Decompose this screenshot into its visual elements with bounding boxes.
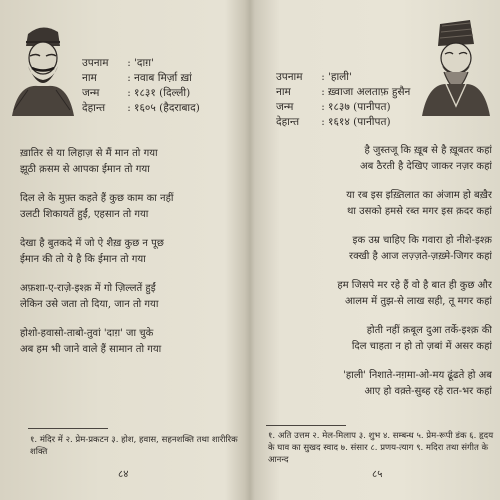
couplet xyxy=(278,233,492,265)
couplet xyxy=(20,236,242,268)
couplet xyxy=(278,368,492,400)
verse-line: देखा है बुतकदे में जो ऐ शैख़ कुछ न पूछ xyxy=(20,238,164,249)
birth-row: जन्म : १८३१ (दिल्ली) xyxy=(82,87,191,99)
page-number: ८४ xyxy=(118,469,129,480)
footnote: १. मंदिर में २. प्रेम-प्रकटन ३. होश, हवास, सहनशक्ति तथा शारीरिक शक्ति xyxy=(30,435,238,457)
couplet xyxy=(20,146,242,178)
left-page xyxy=(0,0,248,500)
verse-line: 'हाली' निशाते-नग़मा-ओ-मय ढूंढते हो अब xyxy=(343,370,492,381)
verse-line: उलटी शिकायतें हुईं, एहसान तो गया xyxy=(20,209,149,220)
verse-line: था उसको हमसे रब्त मगर इस क़दर कहां xyxy=(346,206,492,217)
verse-line: होती नहीं क़बूल दुआ तर्के-इश्क़ की xyxy=(366,325,492,336)
verse-line: दिल चाहता न हो तो ज़बां में असर कहां xyxy=(351,341,492,352)
page-number: ८५ xyxy=(372,469,383,480)
verse-line: है जुस्तजू कि ख़ूब से है ख़ूबतर कहां xyxy=(364,145,492,156)
name-row: नाम : नवाब मिर्ज़ा ख़ां xyxy=(82,72,192,84)
couplet xyxy=(278,188,492,220)
birth-row: जन्म : १८३७ (पानीपत) xyxy=(276,101,391,113)
couplet xyxy=(278,323,492,355)
footnote-divider xyxy=(28,428,108,429)
pen-name-row: उपनाम : 'हाली' xyxy=(276,71,352,83)
footnote-divider xyxy=(266,425,346,426)
verse-line: दिल ले के मुफ़्त कहते हैं कुछ काम का नहीं xyxy=(20,193,174,204)
death-row: देहान्त : १६०५ (हैदराबाद) xyxy=(82,102,200,114)
pen-name-row: उपनाम : 'दाग़' xyxy=(82,57,154,69)
verse-line: लेकिन उसे जता तो दिया, जान तो गया xyxy=(20,299,159,310)
verse-line: होशो-हवासो-ताबो-तुवां 'दाग़' जा चुके xyxy=(20,328,154,339)
verse-line: आए हो वक़्ते-सुब्ह रहे रात-भर कहां xyxy=(364,386,492,397)
ghazal-text xyxy=(278,143,492,413)
verse-line: अब हम भी जाने वाले हैं सामान तो गया xyxy=(20,344,162,355)
couplet xyxy=(20,326,242,358)
verse-line: अफ़शा-ए-राज़े-इश्क़ में गो ज़िल्लतें हुईं xyxy=(20,283,156,294)
couplet xyxy=(20,191,242,223)
ghazal-text xyxy=(20,146,242,371)
right-page xyxy=(252,0,500,500)
verse-line: आलम में तुझ-से लाख सही, तू मगर कहां xyxy=(345,296,492,307)
poet-details xyxy=(276,70,426,130)
daagh-portrait xyxy=(8,20,76,116)
verse-line: अब ठैरती है देखिए जाकर नज़र कहां xyxy=(360,161,492,172)
couplet xyxy=(278,278,492,310)
hali-portrait xyxy=(420,14,492,116)
verse-line: ईमान की तो ये है कि ईमान तो गया xyxy=(20,254,146,265)
footnote: १. अति उत्तम २. मेल-मिलाप ३. शुभ ४. सम्बन्ध ५. प्रेम-रूपी डंक ६. हृदय के घाव का सुखद स्वाद ७. संसार ८. प्रणय-त्याग ९. मदिरा तथा संगीत के आनन्द xyxy=(268,431,494,465)
verse-line: रक्खी है आज लज़्ज़ते-ज़ख़्मे-जिगर कहां xyxy=(349,251,492,262)
poet-details xyxy=(82,56,244,116)
name-row: नाम : ख़्वाजा अलताफ़ हुसैन xyxy=(276,86,411,98)
death-row: देहान्त : १६१४ (पानीपत) xyxy=(276,116,391,128)
couplet xyxy=(278,143,492,175)
verse-line: ख़ातिर से या लिहाज़ से मैं मान तो गया xyxy=(20,148,158,159)
verse-line: हम जिसपे मर रहे हैं वो है बात ही कुछ और xyxy=(337,280,492,291)
verse-line: या रब इस इख़्तिलात का अंजाम हो बख़ैर xyxy=(346,190,492,201)
verse-line: झूठी क़सम से आपका ईमान तो गया xyxy=(20,164,150,175)
couplet xyxy=(20,281,242,313)
verse-line: इक उम्र चाहिए कि गवारा हो नीशे-इश्क़ xyxy=(352,235,492,246)
